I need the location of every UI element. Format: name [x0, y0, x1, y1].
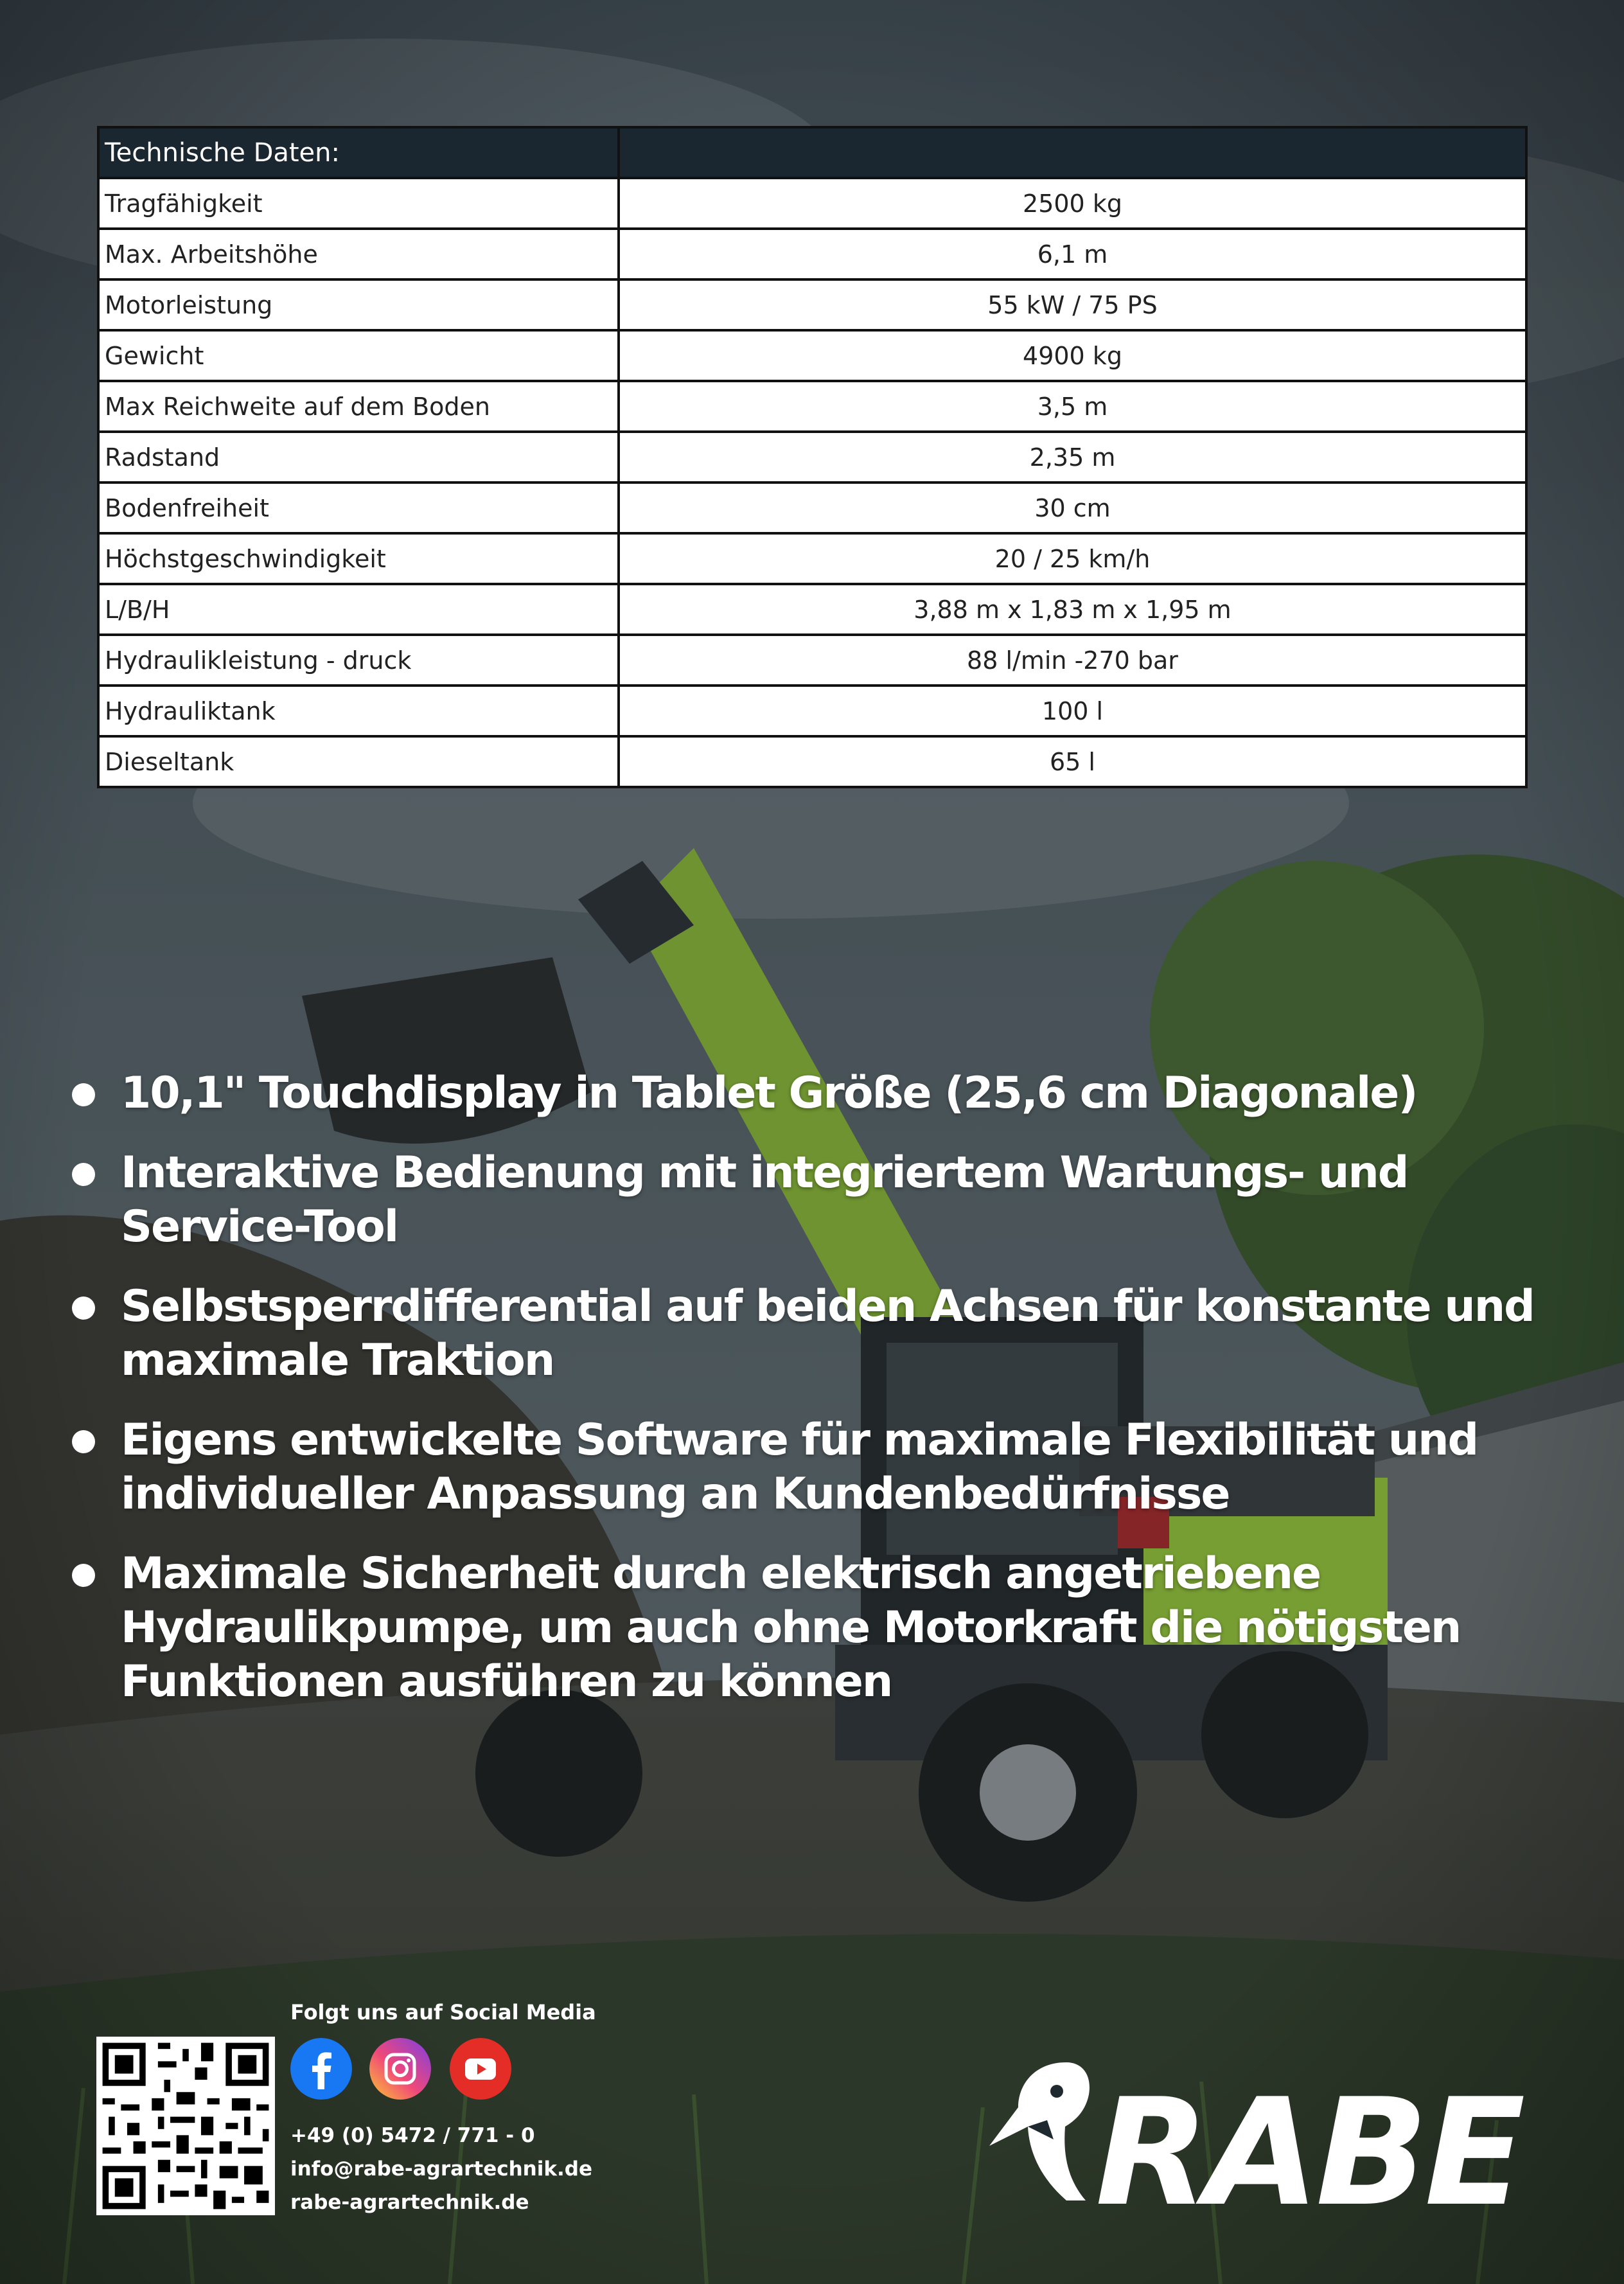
instagram-icon[interactable] — [369, 2038, 431, 2100]
list-item — [72, 1067, 1569, 1120]
spec-label: Gewicht — [98, 330, 619, 381]
table-row — [98, 330, 1526, 381]
feature-text: Interaktive Bedienung mit integriertem Wartungs- und Service-Tool — [121, 1147, 1408, 1252]
table-row — [98, 178, 1526, 229]
phone-number[interactable]: +49 (0) 5472 / 771 - 0 — [290, 2124, 535, 2147]
spec-value: 6,1 m — [619, 229, 1526, 279]
email-link[interactable]: info@rabe-agrartechnik.de — [290, 2157, 592, 2181]
bullet-icon — [72, 1163, 95, 1186]
table-row — [98, 584, 1526, 635]
table-row — [98, 381, 1526, 432]
spec-value: 2,35 m — [619, 432, 1526, 482]
spec-value: 3,88 m x 1,83 m x 1,95 m — [619, 584, 1526, 635]
bullet-icon — [72, 1430, 95, 1453]
table-header-row — [98, 127, 1526, 178]
spec-label: Max. Arbeitshöhe — [98, 229, 619, 279]
feature-text: Selbstsperrdifferential auf beiden Achsen für konstante und maximale Traktion — [121, 1281, 1534, 1386]
spec-label: Höchstgeschwindigkeit — [98, 533, 619, 584]
list-item — [72, 1547, 1569, 1709]
bullet-icon — [72, 1564, 95, 1587]
table-row — [98, 635, 1526, 686]
feature-text: Maximale Sicherheit durch elektrisch angetriebene Hydraulikpumpe, um auch ohne Motorkraft die nötigsten Funktionen ausführen zu können — [121, 1548, 1461, 1707]
feature-list — [72, 1067, 1569, 1735]
spec-label: Radstand — [98, 432, 619, 482]
table-row — [98, 229, 1526, 279]
feature-text: 10,1" Touchdisplay in Tablet Größe (25,6 cm Diagonale) — [121, 1068, 1417, 1119]
table-row — [98, 432, 1526, 482]
spec-value: 55 kW / 75 PS — [619, 279, 1526, 330]
spec-label: Bodenfreiheit — [98, 482, 619, 533]
table-row — [98, 279, 1526, 330]
table-row — [98, 482, 1526, 533]
spec-value: 4900 kg — [619, 330, 1526, 381]
spec-value: 30 cm — [619, 482, 1526, 533]
spec-label: Motorleistung — [98, 279, 619, 330]
spec-value: 100 l — [619, 686, 1526, 736]
list-item — [72, 1280, 1569, 1388]
spec-label: Hydrauliktank — [98, 686, 619, 736]
contact-info — [290, 2119, 592, 2219]
rabe-logo — [989, 2049, 1535, 2217]
table-header-empty — [619, 127, 1526, 178]
qr-code-icon[interactable] — [96, 2037, 275, 2215]
feature-text: Eigens entwickelte Software für maximale Flexibilität und individueller Anpassung an Kundenbedürfnisse — [121, 1415, 1478, 1519]
bullet-icon — [72, 1083, 95, 1106]
spec-label: Hydraulikleistung - druck — [98, 635, 619, 686]
website-link[interactable]: rabe-agrartechnik.de — [290, 2191, 529, 2214]
spec-value: 65 l — [619, 736, 1526, 787]
spec-value: 20 / 25 km/h — [619, 533, 1526, 584]
spec-value: 2500 kg — [619, 178, 1526, 229]
table-header: Technische Daten: — [98, 127, 619, 178]
spec-value: 3,5 m — [619, 381, 1526, 432]
table-row — [98, 736, 1526, 787]
spec-label: Tragfähigkeit — [98, 178, 619, 229]
spec-table — [97, 126, 1528, 788]
spec-value: 88 l/min -270 bar — [619, 635, 1526, 686]
table-row — [98, 686, 1526, 736]
spec-label: L/B/H — [98, 584, 619, 635]
spec-label: Dieseltank — [98, 736, 619, 787]
logo-text: RABE — [1095, 2067, 1522, 2217]
table-row — [98, 533, 1526, 584]
facebook-icon[interactable] — [290, 2038, 352, 2100]
spec-label: Max Reichweite auf dem Boden — [98, 381, 619, 432]
bullet-icon — [72, 1297, 95, 1320]
social-media-heading: Folgt uns auf Social Media — [290, 2000, 596, 2024]
list-item — [72, 1146, 1569, 1254]
youtube-icon[interactable] — [450, 2038, 511, 2100]
list-item — [72, 1413, 1569, 1521]
